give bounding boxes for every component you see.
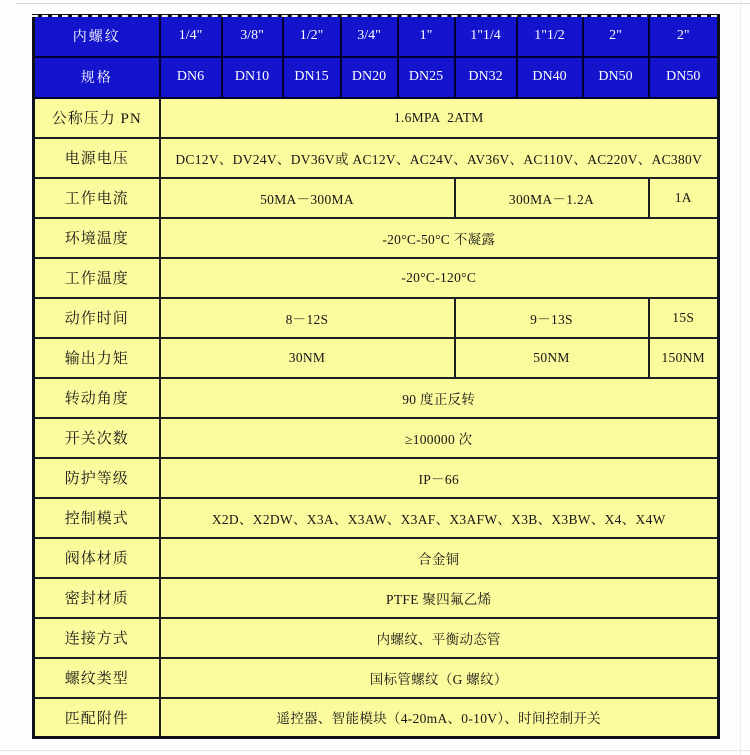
header-row [34, 16, 719, 57]
spec-value-cell: 300MA－1.2A [455, 178, 649, 218]
header-size-cell: 3/8" [222, 16, 283, 57]
spec-row-label: 匹配附件 [34, 698, 160, 738]
spec-row [34, 98, 719, 138]
header-size-cell: 1/4" [160, 16, 222, 57]
header-size-cell: DN50 [583, 57, 649, 98]
spec-row [34, 138, 719, 178]
spec-value-cell: 8－12S [160, 298, 455, 338]
spec-row [34, 218, 719, 258]
spec-row [34, 658, 719, 698]
spec-row-label: 电源电压 [34, 138, 160, 178]
spec-row [34, 178, 719, 218]
spec-table-body [34, 16, 719, 738]
header-size-cell: DN40 [517, 57, 583, 98]
spec-value-cell: 内螺纹、平衡动态管 [160, 618, 719, 658]
header-row-label: 内螺纹 [34, 16, 160, 57]
header-size-cell: 1" [398, 16, 455, 57]
spec-row-label: 动作时间 [34, 298, 160, 338]
spec-value-cell: 1.6MPA 2ATM [160, 98, 719, 138]
spec-value-cell: 50MA－300MA [160, 178, 455, 218]
spec-row [34, 538, 719, 578]
header-size-cell: 3/4" [341, 16, 398, 57]
spec-row-label: 螺纹类型 [34, 658, 160, 698]
spec-row [34, 458, 719, 498]
spec-row-label: 工作温度 [34, 258, 160, 298]
spec-value-cell: 150NM [649, 338, 719, 378]
header-size-cell: DN15 [283, 57, 341, 98]
product-spec-table [32, 14, 720, 739]
spec-row-label: 控制模式 [34, 498, 160, 538]
spec-value-cell: 合金铜 [160, 538, 719, 578]
header-size-cell: 2" [649, 16, 719, 57]
spec-row [34, 618, 719, 658]
header-row [34, 57, 719, 98]
spec-row [34, 378, 719, 418]
spec-row-label: 转动角度 [34, 378, 160, 418]
spec-value-cell: 1A [649, 178, 719, 218]
scan-artifact-line-top [16, 3, 750, 4]
spec-row-label: 防护等级 [34, 458, 160, 498]
spec-row [34, 418, 719, 458]
spec-value-cell: IP－66 [160, 458, 719, 498]
header-size-cell: DN50 [649, 57, 719, 98]
spec-row-label: 密封材质 [34, 578, 160, 618]
spec-row-label: 输出力矩 [34, 338, 160, 378]
header-size-cell: DN6 [160, 57, 222, 98]
spec-row-label: 公称压力 PN [34, 98, 160, 138]
spec-row [34, 498, 719, 538]
header-size-cell: DN32 [455, 57, 517, 98]
header-size-cell: 1"1/4 [455, 16, 517, 57]
spec-value-cell: 30NM [160, 338, 455, 378]
scan-artifact-line-right [740, 0, 741, 755]
spec-value-cell: -20°C-50°C 不凝露 [160, 218, 719, 258]
header-size-cell: 1/2" [283, 16, 341, 57]
spec-value-cell: -20°C-120°C [160, 258, 719, 298]
spec-row [34, 338, 719, 378]
spec-row [34, 258, 719, 298]
header-size-cell: DN10 [222, 57, 283, 98]
spec-value-cell: 遥控器、智能模块（4-20mA、0-10V）、时间控制开关 [160, 698, 719, 738]
spec-value-cell: 国标管螺纹（G 螺纹） [160, 658, 719, 698]
header-size-cell: 2" [583, 16, 649, 57]
spec-value-cell: X2D、X2DW、X3A、X3AW、X3AF、X3AFW、X3B、X3BW、X4、X4W [160, 498, 719, 538]
spec-row [34, 698, 719, 738]
header-row-label: 规格 [34, 57, 160, 98]
spec-row [34, 298, 719, 338]
spec-row-label: 工作电流 [34, 178, 160, 218]
spec-row-label: 环境温度 [34, 218, 160, 258]
header-size-cell: DN20 [341, 57, 398, 98]
header-size-cell: 1"1/2 [517, 16, 583, 57]
spec-row-label: 开关次数 [34, 418, 160, 458]
spec-value-cell: 9－13S [455, 298, 649, 338]
spec-row [34, 578, 719, 618]
spec-value-cell: ≥100000 次 [160, 418, 719, 458]
spec-value-cell: 50NM [455, 338, 649, 378]
spec-value-cell: 15S [649, 298, 719, 338]
spec-value-cell: PTFE 聚四氟乙烯 [160, 578, 719, 618]
spec-value-cell: DC12V、DV24V、DV36V或 AC12V、AC24V、AV36V、AC110V、AC220V、AC380V [160, 138, 719, 178]
spec-row-label: 连接方式 [34, 618, 160, 658]
spec-table-container [32, 14, 717, 739]
header-size-cell: DN25 [398, 57, 455, 98]
scan-artifact-line-bottom [0, 750, 750, 751]
spec-row-label: 阀体材质 [34, 538, 160, 578]
spec-value-cell: 90 度正反转 [160, 378, 719, 418]
